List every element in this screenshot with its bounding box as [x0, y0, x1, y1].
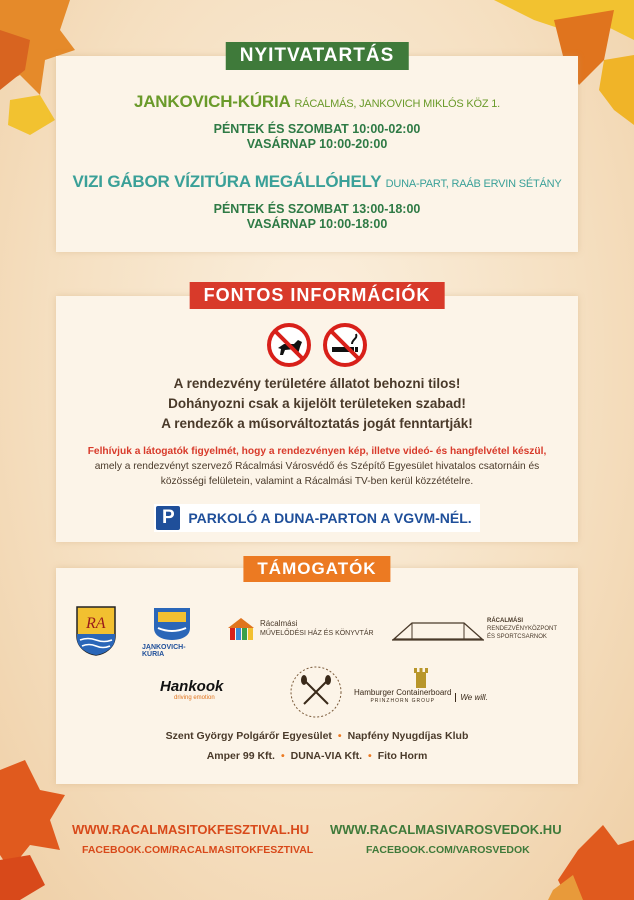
sponsors-line-1 — [56, 730, 578, 742]
sponsor-polgarorseg: Szent György Polgárőr Egyesület — [165, 730, 332, 742]
footer-varosvedok-facebook[interactable]: FACEBOOK.COM/VAROSVEDOK — [366, 844, 530, 856]
opening-hours-title: NYITVATARTÁS — [226, 42, 409, 70]
sportcsarnok-logo — [392, 612, 557, 646]
important-info-title: FONTOS INFORMÁCIÓK — [190, 282, 445, 309]
hamburger-tower-icon — [410, 668, 432, 688]
hankook-tagline: driving emotion — [174, 695, 215, 701]
venue2-hours-2: VASÁRNAP 10:00-18:00 — [246, 217, 388, 231]
hamburger-tagline: We will. — [455, 693, 487, 702]
jankovich-kuria-label: JANKOVICH-KÚRIA — [142, 644, 186, 658]
venue2-address: DUNA-PART, RAÁB ERVIN SÉTÁNY — [385, 178, 562, 190]
sponsor-amper: Amper 99 Kft. — [206, 750, 275, 762]
jankovich-kuria-logo — [142, 602, 202, 662]
jankovich-kuria-emblem — [152, 606, 192, 642]
footer-festival-web[interactable]: WWW.RACALMASITOKFESZTIVAL.HU — [72, 822, 310, 837]
sportcsarnok-line2: RENDEZVÉNYKÖZPONT — [487, 626, 558, 632]
sponsor-napfeny: Napfény Nyugdíjas Klub — [347, 730, 469, 742]
venue1-name: JANKOVICH-KÚRIA — [133, 92, 290, 111]
recording-notice-highlight: Felhívjuk a látogatók figyelmét, hogy a rendezvényen kép, illetve videó- és hangfelvétel készül, — [87, 446, 547, 457]
sponsors-panel — [56, 559, 578, 784]
venue2-name: VIZI GÁBOR VÍZITÚRA MEGÁLLÓHELY — [72, 172, 382, 191]
recording-notice-rest: amely a rendezvényt szervező Rácalmási Városvédő és Szépítő Egyesület hivatalos csatornáin és közösségi felületein, valamint a Rácalmási TV-ben kerül közzétételre. — [94, 461, 540, 487]
muvelodesi-haz-bottom: MŰVELŐDÉSI HÁZ ÉS KÖNYVTÁR — [260, 630, 374, 637]
svg-text:RA: RA — [86, 615, 106, 632]
footer-varosvedok-web[interactable]: WWW.RACALMASIVAROSVEDOK.HU — [330, 822, 562, 837]
hankook-logo — [160, 678, 223, 701]
sportcsarnok-line3: ÉS SPORTCSARNOK — [487, 634, 547, 640]
recording-notice — [56, 444, 578, 489]
venue1-address: RÁCALMÁS, JANKOVICH MIKLÓS KÖZ 1. — [294, 98, 501, 110]
sportcsarnok-building-icon — [392, 615, 484, 643]
venue2-hours-1: PÉNTEK ÉS SZOMBAT 13:00-18:00 — [213, 202, 421, 216]
separator-dot: • — [368, 750, 372, 762]
venue2-line — [56, 172, 578, 192]
rule-2: Dohányozni csak a kijelölt területeken szabad! — [168, 396, 466, 411]
opening-hours-panel — [56, 45, 578, 252]
hamburger-containerboard-logo — [354, 668, 488, 706]
venue1-hours-1: PÉNTEK ÉS SZOMBAT 10:00-02:00 — [213, 122, 421, 136]
important-info-panel — [56, 285, 578, 542]
muvelodesi-haz-icon — [226, 616, 256, 642]
no-dogs-icon — [266, 322, 312, 368]
venue1-hours-2: VASÁRNAP 10:00-20:00 — [246, 137, 388, 151]
parking-icon: P — [156, 506, 180, 530]
footer-festival-facebook[interactable]: FACEBOOK.COM/RACALMASITOKFESZTIVAL — [82, 844, 314, 856]
parking-text: PARKOLÓ A DUNA-PARTON A VGVM-NÉL. — [188, 510, 472, 526]
no-smoking-icon — [322, 322, 368, 368]
separator-dot: • — [280, 750, 285, 762]
rule-3: A rendezők a műsorváltoztatás jogát fenntartják! — [161, 416, 473, 431]
muvelodesi-haz-top: Rácalmási — [260, 619, 298, 628]
racalmas-coat-of-arms-logo — [76, 606, 116, 656]
parking-banner — [56, 504, 578, 532]
sponsor-duna-via: DUNA-VIA Kft. — [290, 750, 363, 762]
sponsors-line-2 — [56, 750, 578, 762]
sponsors-title: TÁMOGATÓK — [243, 556, 390, 582]
sportcsarnok-line1: RÁCALMÁSI — [487, 618, 523, 624]
rule-1: A rendezvény területére állatot behozni tilos! — [173, 376, 461, 391]
hamburger-wordmark: Hamburger Containerboard — [354, 688, 452, 697]
separator-dot: • — [337, 730, 342, 742]
hamburger-group: PRINZHORN GROUP — [370, 698, 435, 704]
venue1-line — [56, 92, 578, 112]
hankook-wordmark: Hankook — [160, 678, 224, 695]
muvelodesi-haz-logo — [226, 614, 374, 644]
sponsor-fito-horm: Fito Horm — [377, 750, 428, 762]
prohibition-icons — [56, 322, 578, 368]
vizi-gabor-vizitura-emblem — [288, 664, 344, 720]
